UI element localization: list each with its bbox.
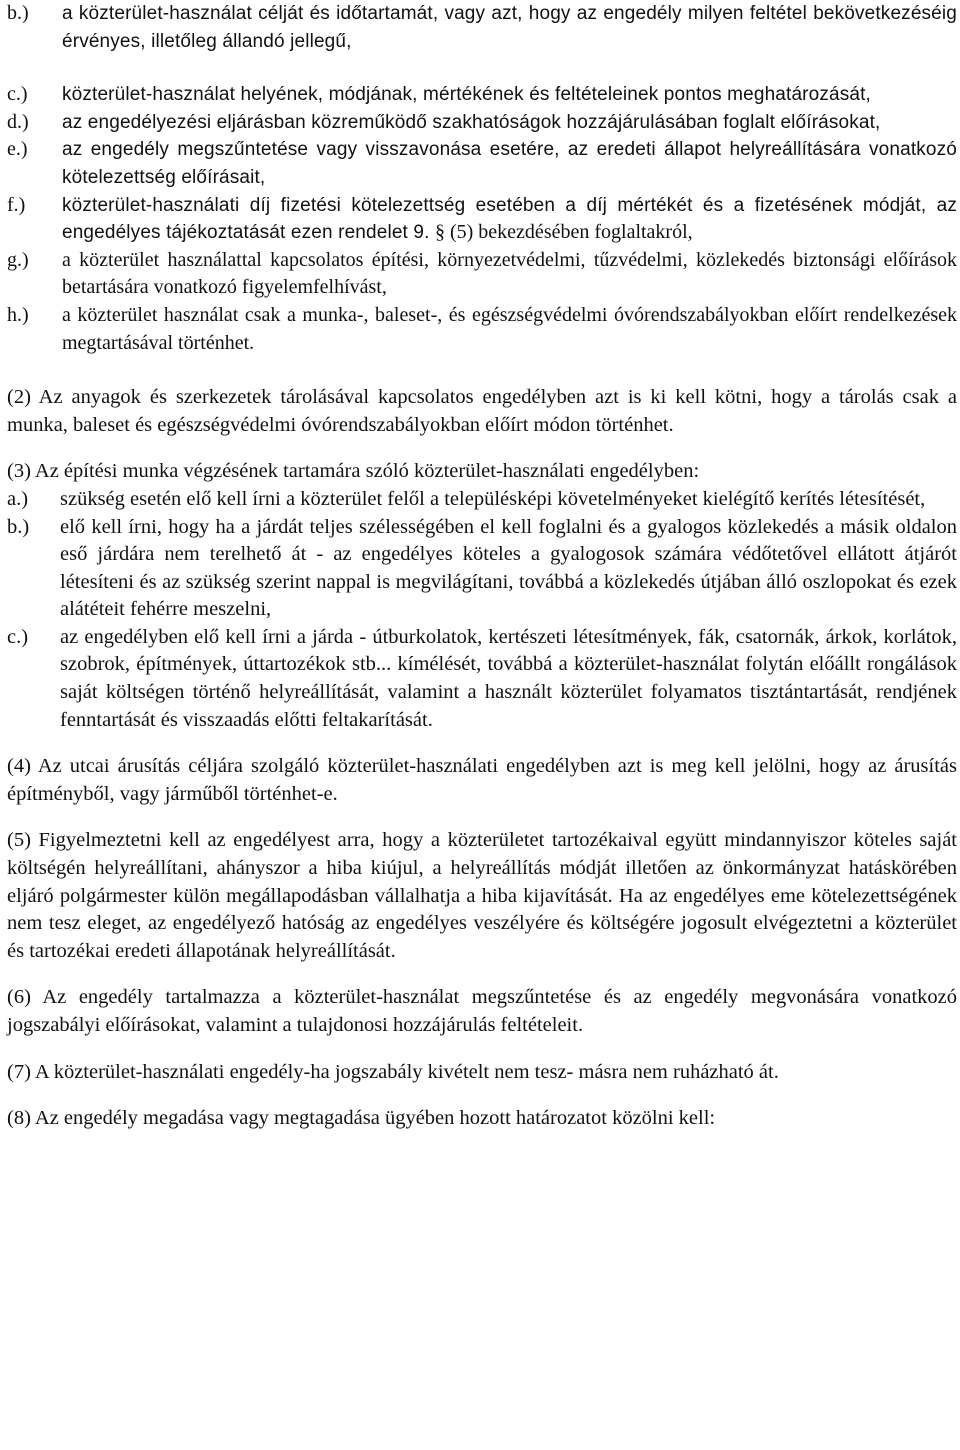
list-item-label: h.) [7,303,29,326]
list-item-text: az engedélyben elő kell írni a járda - útburkolatok, kertészeti létesítmények, fák, csatornák, árkok, korlátok, szobrok, építmények, úttartozékok stb... kímélését, továbbá a közterület-használat folytán előállt rongálások saját költségen történő helyreállítását, valamint a használt közterület folyamatos tisztántartását, rendjének fenntartását és visszaadás előtti feltakarítását. [60,625,957,731]
conditions-list [7,0,957,357]
fee-text: közterület-használati díj fizetési kötelezettség esetében a díj mértékét és a fizetésének módját, az engedélyes tájékoztatását ezen rendelet 9. [62,194,957,244]
list-item-text: elő kell írni, hogy ha a járdát teljes szélességében el kell foglalni és a gyalogos közlekedés a másik oldalon eső járdára nem terelhető át - az engedélyes köteles a gyalogosok számára védőtetővel ellátott átjárót létesíteni és az szükség szerint nappal is megvilágítani, továbbá a közlekedés útjában álló oszlopokat és ezek alátéteit fehérre meszelni, [60,515,957,621]
paragraph-4: (4) Az utcai árusítás céljára szolgáló közterület-használati engedélyben azt is meg kell jelölni, hogy az árusítás építményből, vagy járműből történhet-e. [7,755,957,805]
paragraph-5: (5) Figyelmeztetni kell az engedélyest arra, hogy a közterületet tartozékaival együtt mindannyiszor köteles saját költségén helyreállítani, ahányszor a hiba kiújul, a helyreállítás módját illetően az önkormányzat hatáskörében eljáró polgármester külön megállapodásban vállalhatja a hiba kijavítását. Ha az engedélyes eme kötelezettségének nem tesz eleget, az engedélyező hatóság az engedélyes veszélyére és költségére jogosult elvégeztetni a közterület és tartozékai eredeti állapotának helyreállítását. [7,829,957,962]
list-item-label: e.) [7,138,28,161]
list-item-text: a közterület használat csak a munka-, baleset-, és egészségvédelmi óvórendszabályokban előírt rendelkezések megtartásával történhet. [62,303,957,354]
list-item-a [7,486,957,514]
list-item-d [7,109,957,137]
list-item-text: a közterület-használat célját és időtartamát, vagy azt, hogy az engedély milyen feltétel bekövetkezéséig érvényes, illetőleg állandó jellegű, [62,3,957,52]
section-reference: § (5) bekezdésében foglaltakról, [434,221,693,244]
list-item-e [7,136,957,191]
list-item-label: d.) [7,110,29,133]
list-item-text: közterület-használat helyének, módjának, mértékének és feltételeinek pontos meghatározását, [62,84,871,106]
list-item-f [7,192,957,247]
list-item-c [7,624,957,734]
list-item-label: a.) [7,487,29,510]
list-item-label: g.) [7,248,29,271]
list-item-text: az engedélyezési eljárásban közreműködő szakhatóságok hozzájárulásában foglalt előírásokat, [62,111,881,133]
list-item-h [7,302,957,357]
paragraph-6: (6) Az engedély tartalmazza a közterület-használat megszűntetése és az engedély megvonására vonatkozó jogszabályi előírásokat, valamint a tulajdonosi hozzájárulás feltételeit. [7,986,957,1036]
list-item-c [7,81,957,109]
list-item-label: c.) [7,625,29,648]
list-item-label: c.) [7,83,28,106]
list-item-label: f.) [7,193,26,216]
list-item-text [62,192,957,247]
document-page [7,0,957,1133]
list-item-b [7,0,957,55]
list-item-text: a közterület használattal kapcsolatos építési, környezetvédelmi, tűzvédelmi, közlekedés biztonsági előírások betartására vonatkozó figyelemfelhívást, [62,248,957,299]
paragraph-2: (2) Az anyagok és szerkezetek tárolásával kapcsolatos engedélyben azt is ki kell kötni, hogy a tárolás csak a munka, baleset és egészségvédelmi óvórendszabályokban előírt módon történhet. [7,386,957,436]
paragraph-3-intro: (3) Az építési munka végzésének tartamára szóló közterület-használati engedélyben: [7,460,700,483]
list-item-text: az engedély megszűntetése vagy visszavonása esetére, az eredeti állapot helyreállítására vonatkozó kötelezettség előírásait, [62,139,957,188]
list-item-label: b.) [7,515,30,538]
list-item-text: szükség esetén elő kell írni a közterület felől a településképi követelményeket kielégítő kerítés létesítését, [60,487,926,510]
construction-list [7,486,957,734]
list-item-g [7,247,957,302]
paragraph-7: (7) A közterület-használati engedély-ha jogszabály kivételt nem tesz- másra nem ruházható át. [7,1060,779,1083]
list-item-label: b.) [7,2,29,24]
list-item-b [7,514,957,624]
paragraph-8: (8) Az engedély megadása vagy megtagadása ügyében hozott határozatot közölni kell: [7,1107,716,1130]
